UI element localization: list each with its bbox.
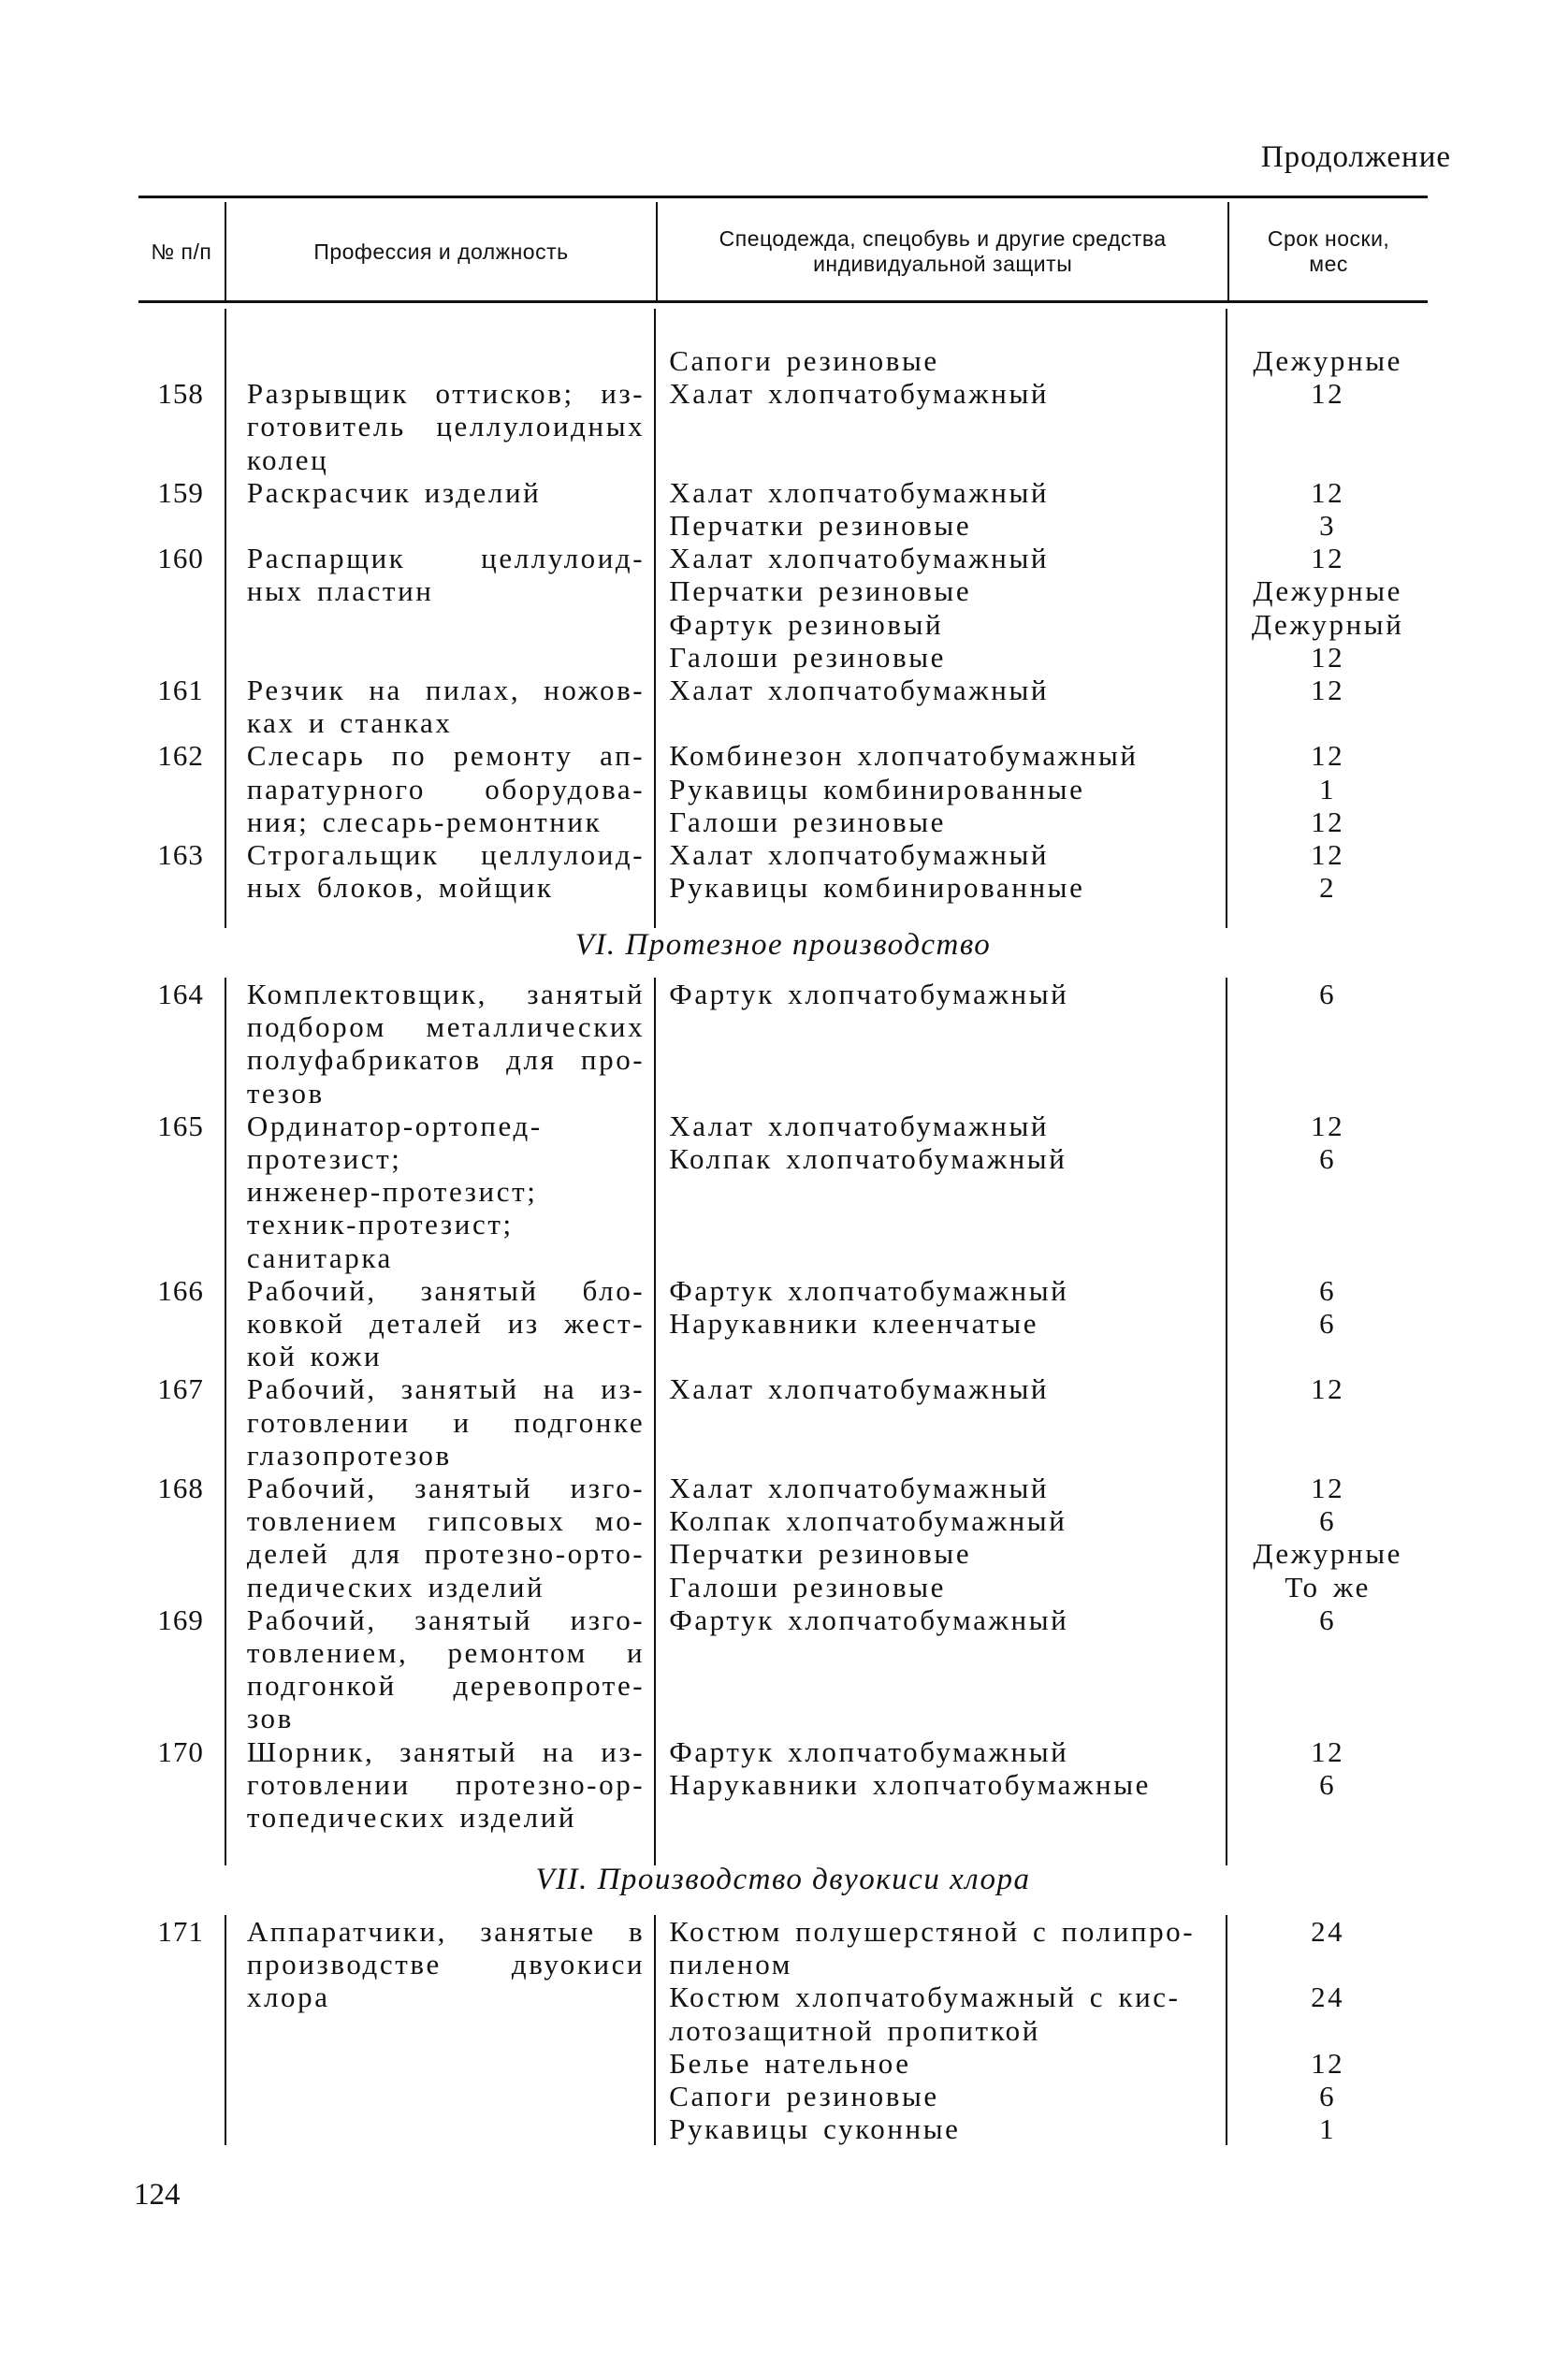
ppe-cell — [654, 1915, 1226, 2145]
wear-term: 12 — [1311, 1734, 1345, 1768]
profession-cell — [225, 476, 654, 542]
profession-line: ния; слесарь-ремонтник — [246, 805, 603, 838]
ppe-item-line: Перчатки резиновые — [669, 509, 972, 543]
term-cell — [1226, 838, 1428, 904]
profession-line: санитарка — [246, 1241, 393, 1274]
row-number: 164 — [157, 978, 204, 1010]
table-row — [138, 739, 1428, 838]
profession-cell — [225, 1735, 654, 1835]
table-row — [138, 674, 1428, 739]
header-num: № п/п — [151, 239, 212, 264]
section-title-prosthetics: VI. Протезное производство — [574, 928, 992, 962]
ppe-item-line: Фартук хлопчатобумажный — [669, 1603, 1069, 1636]
profession-line: инженер-протезист; — [246, 1175, 538, 1209]
ppe-item-line: Халат хлопчатобумажный — [669, 475, 1050, 509]
profession-line: Распарщик целлулоид- — [246, 542, 646, 575]
wear-term: 12 — [1311, 739, 1345, 773]
wear-term: Дежурный — [1251, 607, 1404, 641]
table-row — [138, 1372, 1428, 1472]
ppe-item-line: Сапоги резиновые — [669, 344, 939, 377]
ppe-cell — [654, 542, 1226, 674]
wear-term: 12 — [1311, 377, 1345, 411]
ppe-cell — [654, 1372, 1226, 1472]
profession-cell — [225, 739, 654, 838]
wear-term: 6 — [1319, 1142, 1337, 1176]
wear-term: 12 — [1311, 1472, 1345, 1505]
profession-line: товлением гипсовых мо- — [246, 1504, 646, 1538]
wear-term — [1227, 2014, 1428, 2047]
table-row — [138, 1274, 1428, 1373]
profession-cell — [225, 344, 654, 377]
table-row — [138, 476, 1428, 542]
ppe-item-line: Костюм хлопчатобумажный с кис- — [669, 1981, 1181, 2014]
profession-line: Разрывщик оттисков; из- — [246, 377, 646, 411]
row-number: 169 — [157, 1603, 204, 1636]
ppe-item-line: Нарукавники хлопчатобумажные — [669, 1767, 1152, 1801]
ppe-item-line: лотозащитной пропиткой — [669, 2013, 1040, 2047]
profession-cell — [225, 377, 654, 476]
wear-term: 12 — [1311, 475, 1345, 509]
table-row — [138, 542, 1428, 674]
row-number: 162 — [157, 739, 204, 773]
profession-line: ковкой деталей из жест- — [246, 1307, 646, 1341]
row-number: 171 — [157, 1915, 204, 1948]
profession-line: Рабочий, занятый на из- — [246, 1372, 646, 1406]
column-gap — [225, 309, 654, 344]
ppe-cell — [654, 978, 1226, 1110]
profession-line: подбором металлических — [246, 1010, 646, 1044]
ppe-item-line: Нарукавники клеенчатые — [669, 1307, 1039, 1341]
header-bottom-rule — [138, 300, 1428, 303]
profession-line: Рабочий, занятый изго- — [246, 1472, 646, 1505]
profession-line: Аппаратчики, занятые в — [246, 1915, 646, 1948]
wear-term: 24 — [1311, 1915, 1345, 1948]
table-row — [138, 978, 1428, 1110]
profession-line: Шорник, занятый на из- — [246, 1734, 646, 1768]
profession-cell — [225, 1915, 654, 2145]
ppe-cell — [654, 739, 1226, 838]
wear-term: 1 — [1319, 772, 1337, 805]
row-number: 158 — [157, 377, 204, 411]
ppe-item-line: Колпак хлопчатобумажный — [669, 1142, 1067, 1176]
profession-cell — [225, 1274, 654, 1373]
page-number: 124 — [134, 2178, 181, 2212]
profession-line: протезист; — [246, 1142, 402, 1176]
profession-cell — [225, 1372, 654, 1472]
wear-term: 12 — [1311, 805, 1345, 838]
profession-line: подгонкой деревопроте- — [246, 1669, 646, 1703]
profession-cell — [225, 838, 654, 904]
ppe-item-line: Сапоги резиновые — [669, 2080, 939, 2113]
row-number: 166 — [157, 1273, 204, 1307]
profession-line: готовлении и подгонке — [246, 1405, 646, 1439]
ppe-item-line: Фартук хлопчатобумажный — [669, 1273, 1069, 1307]
ppe-item-line: Белье нательное — [669, 2046, 911, 2080]
row-number: 159 — [157, 475, 204, 509]
column-gap — [138, 904, 225, 928]
profession-line: кой кожи — [246, 1340, 383, 1373]
wear-term: 6 — [1319, 2080, 1337, 2113]
table-row — [138, 1110, 1428, 1274]
ppe-item-line: Галоши резиновые — [669, 1570, 946, 1603]
term-cell — [1226, 978, 1428, 1110]
profession-cell — [225, 1603, 654, 1735]
term-cell — [1226, 476, 1428, 542]
profession-line: Раскрасчик изделий — [246, 475, 542, 509]
continuation-label: Продолжение — [1260, 140, 1451, 174]
profession-line: ных пластин — [246, 574, 434, 608]
profession-line: ках и станках — [246, 706, 453, 740]
profession-line: зов — [246, 1702, 294, 1735]
ppe-item-line: Рукавицы суконные — [669, 2112, 961, 2146]
profession-line: Строгальщик целлулоид- — [246, 838, 646, 872]
wear-term: 12 — [1311, 1372, 1345, 1406]
ppe-item-line: Халат хлопчатобумажный — [669, 1472, 1050, 1505]
column-spacer — [138, 309, 1428, 344]
header-term: Срок носки, мес — [1227, 202, 1428, 301]
table-row — [138, 1472, 1428, 1603]
ppe-cell — [654, 344, 1226, 377]
profession-line: готовитель целлулоидных — [246, 410, 646, 443]
term-cell — [1226, 1110, 1428, 1274]
row-number: 163 — [157, 838, 204, 872]
profession-line: хлора — [246, 1981, 330, 2014]
term-cell — [1226, 1372, 1428, 1472]
profession-cell — [225, 674, 654, 739]
wear-term: 12 — [1311, 542, 1345, 575]
term-cell — [1226, 1603, 1428, 1735]
row-number: 168 — [157, 1472, 204, 1505]
column-gap — [654, 904, 1226, 928]
wear-term — [1227, 1948, 1428, 1981]
column-gap — [654, 1834, 1226, 1865]
term-cell — [1226, 542, 1428, 674]
ppe-item-line: Халат хлопчатобумажный — [669, 542, 1050, 575]
ppe-item-line: Перчатки резиновые — [669, 1537, 972, 1571]
table-row — [138, 1735, 1428, 1835]
row-number: 161 — [157, 674, 204, 707]
ppe-cell — [654, 1110, 1226, 1274]
ppe-cell — [654, 476, 1226, 542]
profession-line: колец — [246, 443, 329, 476]
ppe-cell — [654, 1472, 1226, 1603]
wear-term: 3 — [1319, 509, 1337, 543]
ppe-item-line: Рукавицы комбинированные — [669, 772, 1085, 805]
column-gap — [225, 1834, 654, 1865]
ppe-item-line: Комбинезон хлопчатобумажный — [669, 739, 1139, 773]
term-cell — [1226, 377, 1428, 476]
row-number: 165 — [157, 1109, 204, 1142]
column-gap — [1226, 1834, 1428, 1865]
column-gap — [1226, 309, 1428, 344]
profession-line: Комплектовщик, занятый — [246, 978, 646, 1010]
term-cell — [1226, 1915, 1428, 2145]
column-gap — [654, 309, 1226, 344]
profession-line: Резчик на пилах, ножов- — [246, 674, 646, 707]
wear-term: 12 — [1311, 838, 1345, 872]
profession-line: Слесарь по ремонту ап- — [246, 739, 646, 773]
ppe-item-line: Халат хлопчатобумажный — [669, 674, 1050, 707]
ppe-cell — [654, 1603, 1226, 1735]
ppe-cell — [654, 674, 1226, 739]
wear-term: 12 — [1311, 674, 1345, 707]
ppe-item-line: Перчатки резиновые — [669, 574, 972, 608]
profession-line: готовлении протезно-ор- — [246, 1767, 646, 1801]
profession-line: Рабочий, занятый бло- — [246, 1273, 646, 1307]
wear-term: То же — [1285, 1570, 1371, 1603]
term-cell — [1226, 739, 1428, 838]
wear-term: 1 — [1319, 2112, 1337, 2146]
profession-cell — [225, 1472, 654, 1603]
profession-line: полуфабрикатов для про- — [246, 1043, 646, 1077]
profession-cell — [225, 542, 654, 674]
wear-term: 6 — [1319, 1603, 1337, 1636]
ppe-item-line: Халат хлопчатобумажный — [669, 838, 1050, 872]
wear-term: Дежурные — [1253, 1537, 1402, 1571]
row-number: 170 — [157, 1734, 204, 1768]
wear-term: 12 — [1311, 640, 1345, 674]
column-spacer — [138, 904, 1428, 928]
profession-line: техник-протезист; — [246, 1208, 514, 1241]
ppe-item-line: Халат хлопчатобумажный — [669, 1372, 1050, 1406]
ppe-item-line: Фартук хлопчатобумажный — [669, 1734, 1069, 1768]
wear-term: 6 — [1319, 1767, 1337, 1801]
table-header — [138, 202, 1428, 301]
ppe-item-line: Колпак хлопчатобумажный — [669, 1504, 1067, 1538]
profession-line: педических изделий — [246, 1570, 545, 1603]
table-row — [138, 1915, 1428, 2145]
column-spacer — [138, 1834, 1428, 1865]
wear-term: 6 — [1319, 1273, 1337, 1307]
profession-cell — [225, 978, 654, 1110]
profession-line: производстве двуокиси — [246, 1948, 646, 1981]
table-top-rule — [138, 196, 1428, 198]
term-cell — [1226, 1735, 1428, 1835]
wear-term: 6 — [1319, 978, 1337, 1010]
term-cell — [1226, 674, 1428, 739]
profession-line: Рабочий, занятый изго- — [246, 1603, 646, 1636]
profession-line: тезов — [246, 1076, 325, 1110]
profession-line: Ординатор-ортопед- — [246, 1109, 543, 1142]
wear-term: Дежурные — [1253, 344, 1402, 377]
ppe-cell — [654, 1735, 1226, 1835]
column-gap — [138, 309, 225, 344]
row-number: 167 — [157, 1372, 204, 1406]
ppe-item-line: Фартук резиновый — [669, 607, 944, 641]
term-cell — [1226, 1472, 1428, 1603]
row-number — [138, 344, 225, 377]
wear-term: 6 — [1319, 1307, 1337, 1341]
ppe-cell — [654, 1274, 1226, 1373]
term-cell — [1226, 344, 1428, 377]
profession-line: паратурного оборудова- — [246, 772, 646, 805]
column-gap — [225, 904, 654, 928]
column-gap — [138, 1834, 225, 1865]
section-prosthetics — [138, 978, 1428, 1865]
table-row — [138, 377, 1428, 476]
profession-line: ных блоков, мойщик — [246, 871, 554, 905]
term-cell — [1226, 1274, 1428, 1373]
ppe-item-line: Галоши резиновые — [669, 805, 946, 838]
profession-cell — [225, 1110, 654, 1274]
row-number: 160 — [157, 542, 204, 575]
table-row — [138, 1603, 1428, 1735]
ppe-item-line: Галоши резиновые — [669, 640, 946, 674]
wear-term: 2 — [1319, 871, 1337, 905]
profession-line: товлением, ремонтом и — [246, 1636, 646, 1670]
header-ppe: Спецодежда, спецобувь и другие средства индивидуальной защиты — [656, 202, 1227, 301]
profession-line: топедических изделий — [246, 1801, 577, 1835]
profession-line: глазопротезов — [246, 1438, 452, 1472]
wear-term: 12 — [1311, 2046, 1345, 2080]
header-profession: Профессия и должность — [225, 202, 656, 301]
ppe-item-line: Халат хлопчатобумажный — [669, 377, 1050, 411]
profession-line: делей для протезно-орто- — [246, 1537, 646, 1571]
column-gap — [1226, 904, 1428, 928]
ppe-cell — [654, 377, 1226, 476]
table-row — [138, 838, 1428, 904]
ppe-cell — [654, 838, 1226, 904]
ppe-item-line: Фартук хлопчатобумажный — [669, 978, 1069, 1010]
wear-term: Дежурные — [1253, 574, 1402, 608]
ppe-item-line: Халат хлопчатобумажный — [669, 1109, 1050, 1142]
section-continued — [138, 309, 1428, 928]
section-chlorine-dioxide — [138, 1915, 1428, 2145]
ppe-item-line: Рукавицы комбинированные — [669, 871, 1085, 905]
section-title-chlorine-dioxide: VII. Производство двуокиси хлора — [535, 1863, 1031, 1896]
wear-term: 12 — [1311, 1109, 1345, 1142]
wear-term: 24 — [1311, 1981, 1345, 2014]
ppe-item-line: пиленом — [669, 1948, 792, 1981]
table-row — [138, 344, 1428, 377]
ppe-item-line: Костюм полушерстяной с полипро- — [669, 1915, 1196, 1948]
wear-term: 6 — [1319, 1504, 1337, 1538]
